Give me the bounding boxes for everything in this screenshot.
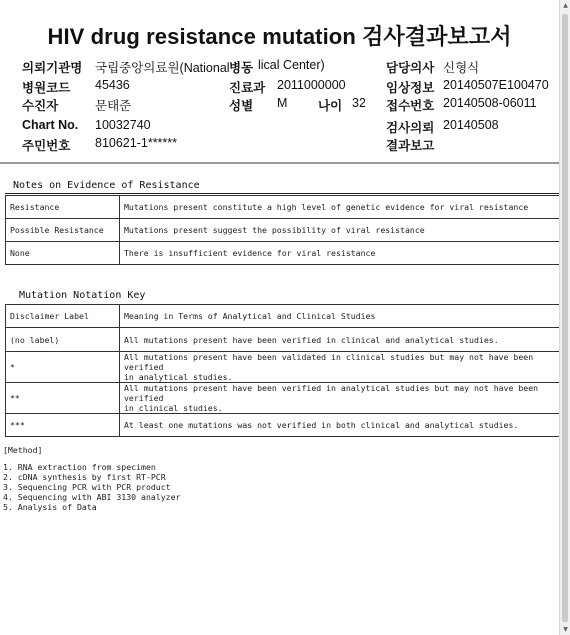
patient-label: 수진자 — [22, 99, 59, 113]
notation-desc — [120, 352, 566, 383]
notation-desc-line: All mutations present have been verified in analytical studies but may not have been verified — [124, 383, 539, 403]
scroll-down-icon[interactable]: ▼ — [563, 626, 568, 633]
chart-no-label: Chart No. — [22, 118, 79, 132]
table-row — [6, 242, 566, 265]
clinical-info-value: 20140507E100470 — [443, 78, 549, 92]
hospital-code-value: 45436 — [95, 78, 130, 92]
hospital-code-label: 병원코드 — [22, 81, 71, 95]
table-row — [6, 383, 566, 414]
receipt-no-label: 접수번호 — [386, 99, 435, 113]
header-divider — [0, 162, 559, 164]
evidence-desc: Mutations present suggest the possibility of viral resistance — [120, 219, 566, 242]
notation-label: ** — [6, 383, 120, 414]
vertical-scrollbar[interactable] — [559, 0, 570, 635]
table-row — [6, 352, 566, 383]
receipt-no-value: 20140508-06011 — [443, 96, 537, 110]
requester-value: 국립중앙의료원(National — [95, 61, 230, 75]
method-step: 4. Sequencing with ABI 3130 analyzer — [3, 492, 181, 502]
notation-table — [5, 304, 566, 437]
notation-label: *** — [6, 414, 120, 437]
table-row — [6, 328, 566, 352]
notation-desc: At least one mutations was not verified in both clinical and analytical studies. — [120, 414, 566, 437]
requester-label: 의뢰기관명 — [22, 61, 83, 75]
evidence-label: Possible Resistance — [6, 219, 120, 242]
report-title: HIV drug resistance mutation 검사결과보고서 — [47, 24, 512, 49]
notation-section-title: Mutation Notation Key — [19, 290, 146, 301]
evidence-label: None — [6, 242, 120, 265]
scroll-up-icon[interactable]: ▲ — [563, 2, 568, 9]
notation-label: * — [6, 352, 120, 383]
evidence-section-title: Notes on Evidence of Resistance — [13, 180, 200, 191]
notation-desc: All mutations present have been verified in clinical and analytical studies. — [120, 328, 566, 352]
notation-desc-line: in analytical studies. — [124, 372, 233, 382]
evidence-table — [5, 195, 566, 265]
ward-value: lical Center) — [258, 58, 325, 72]
doctor-value: 신형식 — [443, 61, 480, 75]
evidence-title-underline — [5, 193, 566, 194]
age-label: 나이 — [318, 99, 343, 113]
ward-label: 병동 — [229, 61, 254, 75]
evidence-label: Resistance — [6, 196, 120, 219]
age-value: 32 — [352, 96, 366, 110]
method-step: 5. Analysis of Data — [3, 502, 97, 512]
notation-label: (no label) — [6, 328, 120, 352]
table-header-row — [6, 305, 566, 328]
chart-no-value: 10032740 — [95, 118, 151, 132]
table-row — [6, 219, 566, 242]
clinical-info-label: 임상정보 — [386, 81, 435, 95]
method-step: 2. cDNA synthesis by first RT-PCR — [3, 472, 166, 482]
patient-value: 문태준 — [95, 99, 132, 113]
table-row — [6, 414, 566, 437]
notation-desc-line: All mutations present have been validated in clinical studies but may not have been verified — [124, 352, 534, 372]
exam-request-value: 20140508 — [443, 118, 499, 132]
dept-label: 진료과 — [229, 81, 266, 95]
result-report-label: 결과보고 — [386, 139, 435, 153]
doctor-label: 담당의사 — [386, 61, 435, 75]
column-header: Meaning in Terms of Analytical and Clinical Studies — [120, 305, 566, 328]
notation-desc-line: in clinical studies. — [124, 403, 223, 413]
method-title: [Method] — [3, 445, 43, 455]
notation-desc — [120, 383, 566, 414]
column-header: Disclaimer Label — [6, 305, 120, 328]
rrn-value: 810621-1****** — [95, 136, 178, 150]
exam-request-label: 검사의뢰 — [386, 121, 435, 135]
evidence-desc: There is insufficient evidence for viral resistance — [120, 242, 566, 265]
scrollbar-thumb[interactable] — [562, 14, 568, 622]
method-step: 3. Sequencing PCR with PCR product — [3, 482, 171, 492]
sex-value: M — [277, 96, 288, 110]
method-step: 1. RNA extraction from specimen — [3, 462, 156, 472]
evidence-desc: Mutations present constitute a high level of genetic evidence for viral resistance — [120, 196, 566, 219]
sex-label: 성별 — [229, 99, 254, 113]
rrn-label: 주민번호 — [22, 139, 71, 153]
table-row — [6, 196, 566, 219]
dept-value: 2011000000 — [277, 78, 346, 92]
